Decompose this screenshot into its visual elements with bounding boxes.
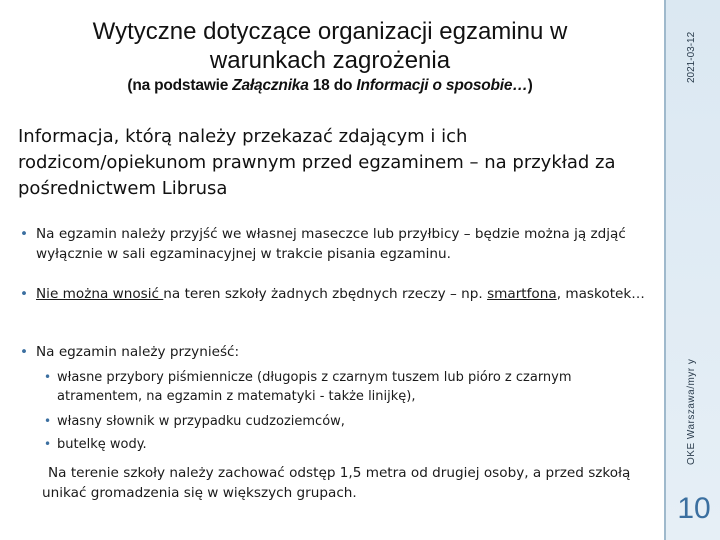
title-line-1: Wytyczne dotyczące organizacji egzaminu w <box>92 18 568 45</box>
slide-title <box>40 17 620 75</box>
sub-bullet-text: własny słownik w przypadku cudzoziemców, <box>57 414 345 429</box>
sub-bullet-item <box>44 412 644 431</box>
bullet-text: Na egzamin należy przyjść we własnej maseczce lub przyłbicy – będzie można ją zdjąć wyłącznie w sali egzaminacyjnej w trakcie pisania egzaminu. <box>36 226 626 262</box>
bullet-dot-icon: • <box>20 226 29 242</box>
subtitle-prefix: (na podstawie <box>127 77 233 94</box>
slide-subtitle <box>40 77 620 95</box>
bullet-dot-icon: • <box>20 286 29 302</box>
sub-bullet-text: butelkę wody. <box>57 437 147 452</box>
distance-note: Na terenie szkoły należy zachować odstęp 1,5 metra od drugiej osoby, a przed szkołą unikać gromadzenia się w większych grupach. <box>42 465 631 501</box>
sub-bullet-item <box>44 368 644 406</box>
slide-date: 2021-03-12 <box>686 31 697 83</box>
title-line-2: warunkach zagrożenia <box>209 47 451 74</box>
sub-bullet-dot-icon: • <box>44 414 52 428</box>
sub-bullet-dot-icon: • <box>44 370 52 384</box>
sub-bullet-text: własne przybory piśmiennicze (długopis z czarnym tuszem lub pióro z czarnym atramentem, na egzamin z matematyki - także linijkę), <box>57 370 572 404</box>
section-heading: Informacja, którą należy przekazać zdającym i ich rodzicom/opiekunom prawnym przed egzaminem – na przykład za pośrednictwem Librusa <box>18 126 616 199</box>
bullet-text-mid: na teren szkoły żadnych zbędnych rzeczy – np. <box>163 286 488 302</box>
subtitle-italic-2: Informacji o sposobie… <box>356 77 528 94</box>
bullet-dot-icon: • <box>20 344 29 360</box>
underlined-text-2: smartfona <box>487 286 557 302</box>
bullet-mask <box>20 224 650 264</box>
bullet-text-end: , maskotek… <box>556 286 645 302</box>
bullet-text: Na egzamin należy przynieść: <box>36 344 240 360</box>
page-number: 10 <box>677 492 711 525</box>
subtitle-italic-1: Załącznika <box>232 77 309 94</box>
organization-label: OKE Warszawa/myr y <box>686 358 697 465</box>
underlined-text: Nie można wnosić <box>36 286 164 302</box>
bullet-text <box>36 284 650 304</box>
sub-bullet-dot-icon: • <box>44 437 52 451</box>
subtitle-mid: 18 do <box>308 77 357 94</box>
bullet-bring-items <box>20 342 650 362</box>
subtitle-suffix: ) <box>527 77 533 94</box>
sub-bullet-item <box>44 435 644 454</box>
bullet-prohibited-items <box>20 284 650 304</box>
